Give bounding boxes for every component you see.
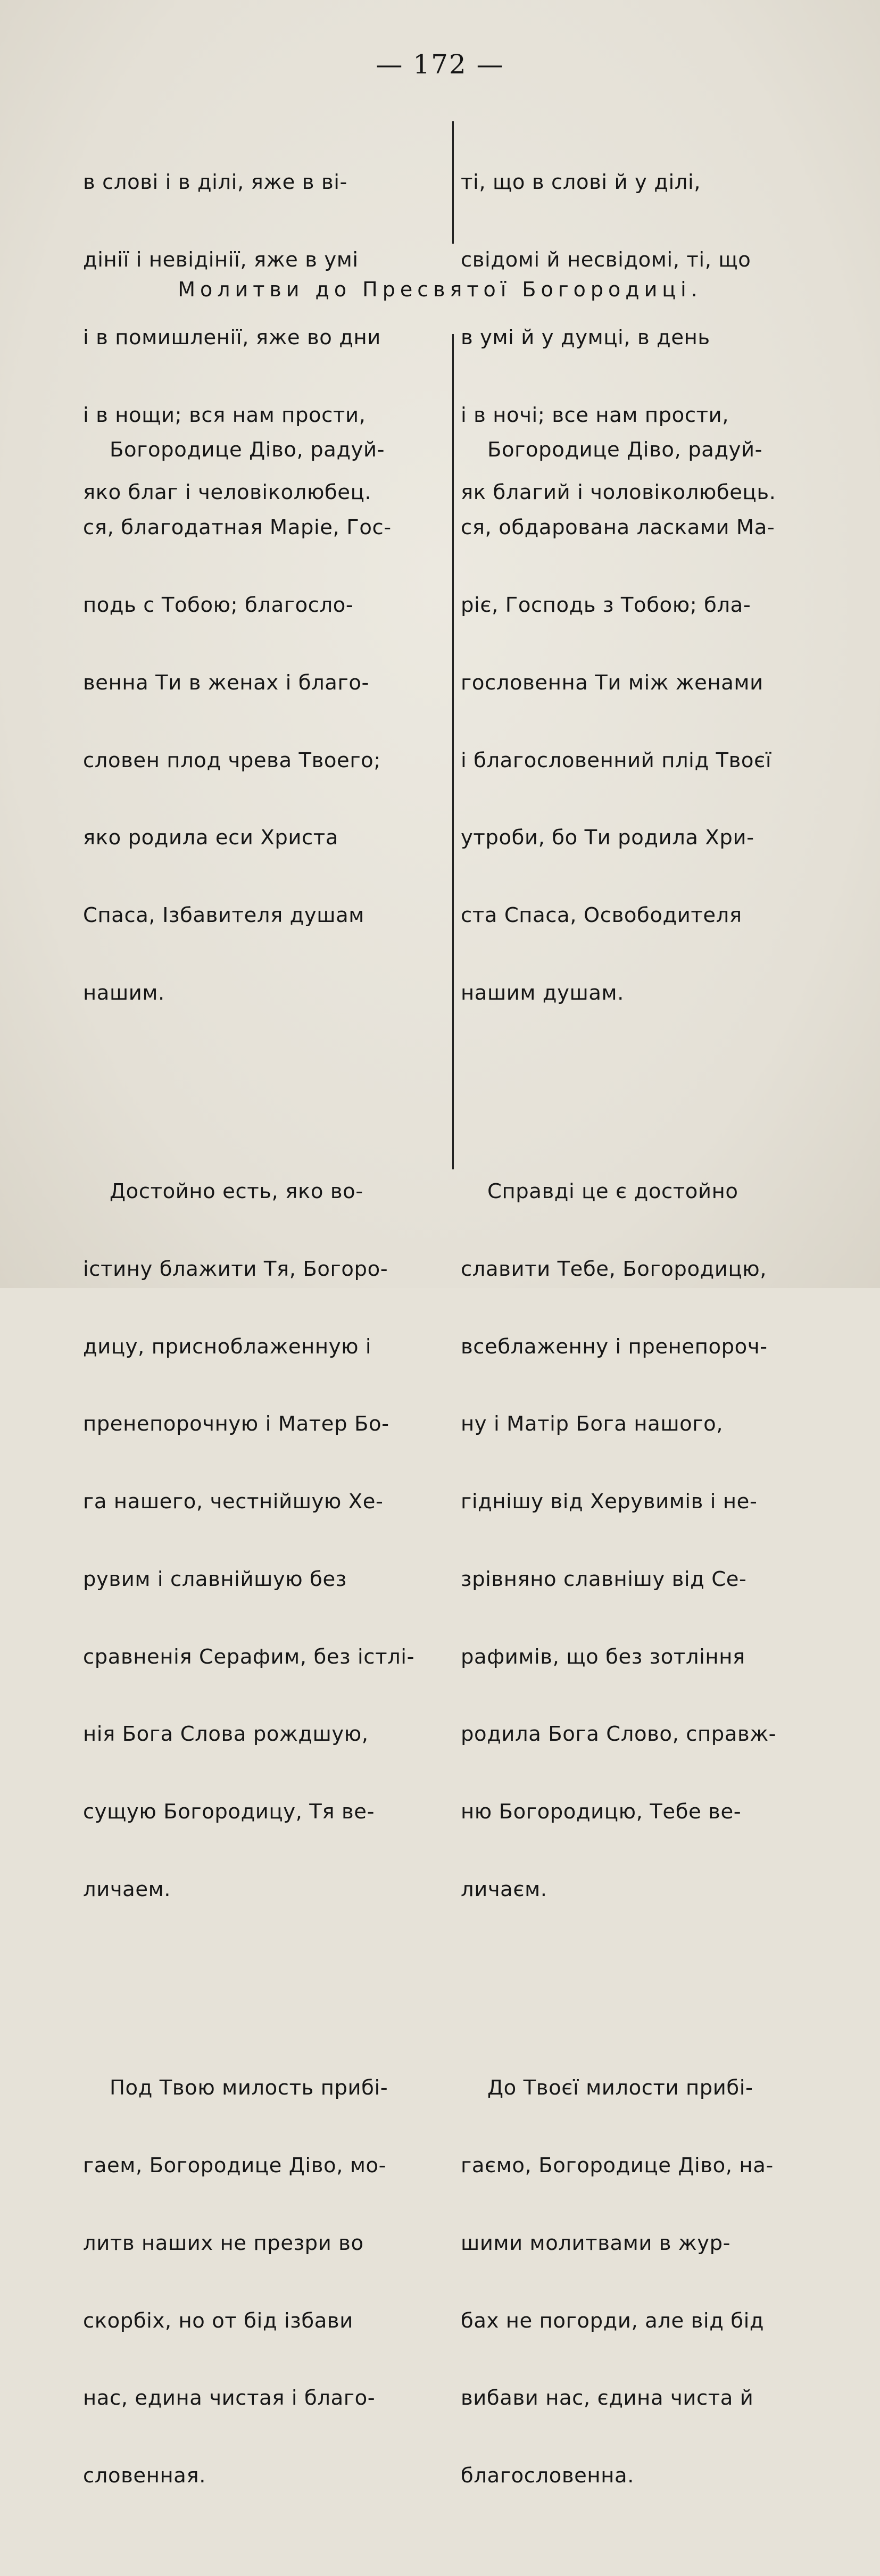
text-line: гаємо, Богородице Діво, на- <box>461 2153 774 2178</box>
text-line: дінії і невідінії, яже в умі <box>83 247 359 272</box>
text-line: личаем. <box>83 1877 171 1902</box>
text-line: рафимів, що без зотління <box>461 1644 745 1669</box>
text-line: пренепорочную і Матер Бо- <box>83 1412 389 1436</box>
text-line: До Твоєї милости прибі- <box>487 2076 753 2100</box>
text-line: личаєм. <box>461 1877 547 1902</box>
text-line: Под Твою милость прибі- <box>110 2076 388 2100</box>
text-line: яко благ і человіколюбец. <box>83 480 372 505</box>
prayer-paragraph <box>83 2024 414 2541</box>
text-line: свідомі й несвідомі, ті, що <box>461 247 751 272</box>
text-line: Богородице Діво, радуй- <box>487 438 763 462</box>
text-line: сущую Богородицу, Тя ве- <box>83 1800 375 1824</box>
prayer-paragraph <box>461 1127 776 1955</box>
text-line: литв наших не презри во <box>83 2231 364 2255</box>
text-line: словенная. <box>83 2464 206 2488</box>
text-line: подь с Тобою; благосло- <box>83 593 354 617</box>
text-line: сравненія Серафим, без істлі- <box>83 1644 415 1669</box>
page-number: — 172 — <box>376 49 504 80</box>
text-line: істину блажити Тя, Богоро- <box>83 1257 388 1281</box>
text-line: і благословенний плід Твоєї <box>461 748 772 772</box>
prayer-paragraph <box>83 386 414 1058</box>
text-line: ріє, Господь з Тобою; бла- <box>461 593 751 617</box>
text-line: Спаса, Ізбавителя душам <box>83 903 364 928</box>
text-line: яко родила еси Христа <box>83 826 339 850</box>
text-line: венна Ти в женах і благо- <box>83 670 369 695</box>
right-column-ukrainian <box>461 334 776 2576</box>
text-line: ся, обдарована ласками Ма- <box>461 516 775 540</box>
text-line: ся, благодатная Маріе, Гос- <box>83 516 392 540</box>
text-line: вибави нас, єдина чиста й <box>461 2386 754 2411</box>
text-line: гіднішу від Херувимів і не- <box>461 1490 758 1514</box>
text-line: благословенна. <box>461 2464 635 2488</box>
text-line: рувим і славнійшую без <box>83 1567 347 1591</box>
prayer-paragraph <box>83 1127 414 1955</box>
text-line: і в ночі; все нам прости, <box>461 403 729 427</box>
text-line: і в помишленії, яже во дни <box>83 325 381 350</box>
text-line: Достойно есть, яко во- <box>110 1179 363 1203</box>
text-line: гословенна Ти між женами <box>461 670 763 695</box>
column-divider-top <box>452 121 454 244</box>
section-heading: Молитви до Пресвятої Богородиці. <box>178 278 702 301</box>
text-line: ті, що в слові й у ділі, <box>461 170 701 195</box>
text-line: і в нощи; вся нам прости, <box>83 403 366 427</box>
text-line: Богородице Діво, радуй- <box>110 438 385 462</box>
column-divider-main <box>452 334 454 1169</box>
text-line: зрівняно славнішу від Се- <box>461 1567 747 1591</box>
text-line: нія Бога Слова рождшую, <box>83 1722 369 1747</box>
text-line: нашим. <box>83 980 165 1005</box>
text-line: в умі й у думці, в день <box>461 325 710 350</box>
text-line: шими молитвами в жур- <box>461 2231 731 2255</box>
text-line: нас, едина чистая і благо- <box>83 2386 376 2411</box>
text-line: нашим душам. <box>461 980 625 1005</box>
text-line: скорбіх, но от бід ізбави <box>83 2308 353 2333</box>
prayer-paragraph <box>461 2024 776 2541</box>
text-line: словен плод чрева Твоего; <box>83 748 381 772</box>
text-line: гаем, Богородице Діво, мо- <box>83 2153 387 2178</box>
text-line: ню Богородицю, Тебе ве- <box>461 1800 742 1824</box>
text-line: славити Тебе, Богородицю, <box>461 1257 767 1281</box>
text-line: дицу, присноблаженную і <box>83 1334 372 1359</box>
left-column-church-slavonic <box>83 334 414 2576</box>
text-line: утроби, бо Ти родила Хри- <box>461 826 754 850</box>
text-line: як благий і чоловіколюбець. <box>461 480 776 505</box>
prayer-paragraph <box>461 386 776 1058</box>
text-line: ста Спаса, Освободителя <box>461 903 742 928</box>
text-line: всеблаженну і пренепороч- <box>461 1334 768 1359</box>
text-line: ну і Матір Бога нашого, <box>461 1412 724 1436</box>
text-line: га нашего, честнійшую Хе- <box>83 1490 384 1514</box>
text-line: Справді це є достойно <box>487 1179 738 1203</box>
text-line: в слові і в ділі, яже в ві- <box>83 170 348 195</box>
text-line: бах не погорди, але від бід <box>461 2308 765 2333</box>
text-line: родила Бога Слово, справж- <box>461 1722 777 1747</box>
